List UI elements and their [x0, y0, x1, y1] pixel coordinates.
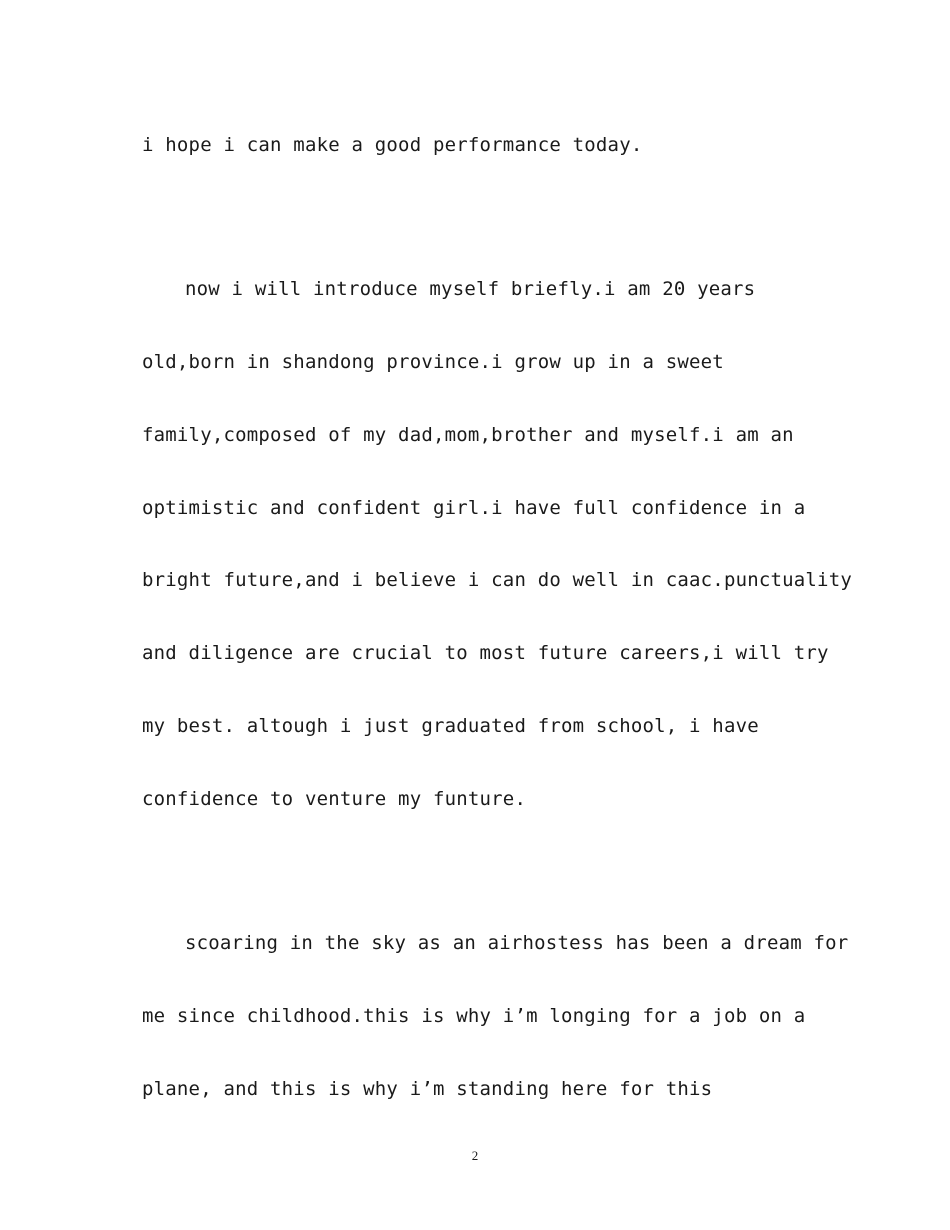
text-line: me since childhood.this is why i’m longing for a job on a: [142, 1005, 806, 1027]
paragraph-first-line: scoaring in the sky as an airhostess has been a dream for: [185, 932, 849, 954]
text-line: i hope i can make a good performance today.: [142, 134, 643, 156]
text-line: optimistic and confident girl.i have full confidence in a: [142, 497, 806, 519]
text-line: my best. altough i just graduated from school, i have: [142, 715, 759, 737]
page-number: 2: [471, 1148, 479, 1163]
text-line: old,born in shandong province.i grow up in a sweet: [142, 351, 724, 373]
text-line: family,composed of my dad,mom,brother and myself.i am an: [142, 424, 794, 446]
text-line: and diligence are crucial to most future careers,i will try: [142, 642, 829, 664]
paragraph-first-line: now i will introduce myself briefly.i am 20 years: [185, 278, 756, 300]
text-line: bright future,and i believe i can do well in caac.punctuality: [142, 569, 852, 591]
text-line: confidence to venture my funture.: [142, 788, 527, 810]
text-line: plane, and this is why i’m standing here for this: [142, 1078, 713, 1100]
